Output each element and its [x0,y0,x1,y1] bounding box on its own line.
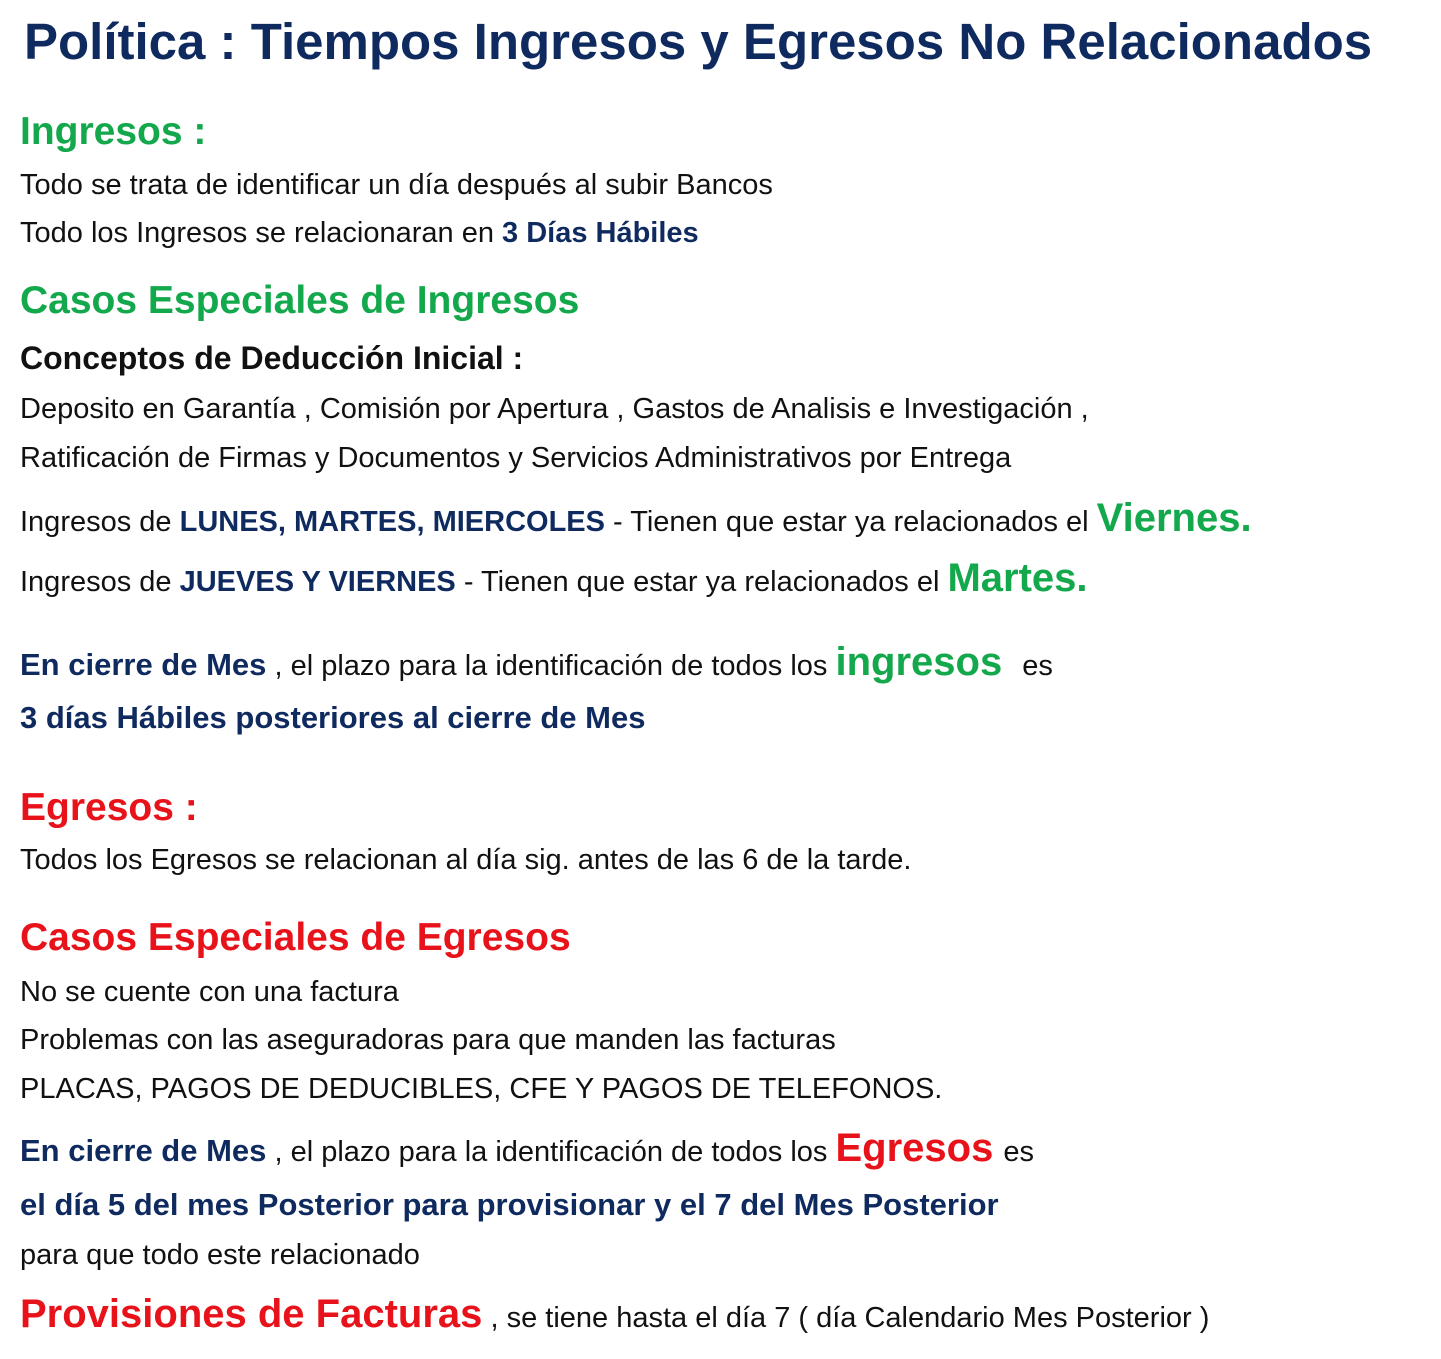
rule-1 [20,498,1252,538]
ingresos-cierre-label: En cierre de Mes [20,647,267,682]
conceptos-subheading: Conceptos de Deducción Inicial : [20,340,524,376]
egresos-case-2: Problemas con las aseguradoras para que manden las facturas [20,1024,836,1056]
rule-1-prefix: Ingresos de [20,506,180,538]
page-title: Política : Tiempos Ingresos y Egresos No Relacionados [24,13,1373,70]
egresos-cierre-suffix: es [1003,1136,1034,1168]
egresos-heading: Egresos : [20,786,198,829]
ingresos-days-highlight: 3 Días Hábiles [502,217,699,249]
casos-ingresos-heading: Casos Especiales de Ingresos [20,279,580,322]
ingresos-line-1: Todo se trata de identificar un día después al subir Bancos [20,169,773,201]
egresos-cierre-middle: , el plazo para la identificación de todos los [266,1136,836,1168]
provisiones-label: Provisiones de Facturas [20,1292,483,1336]
rule-1-deadline: Viernes. [1096,496,1252,540]
egresos-cierre-line [20,1128,1034,1168]
casos-egresos-heading: Casos Especiales de Egresos [20,916,571,959]
concepts-line-1: Deposito en Garantía , Comisión por Apertura , Gastos de Analisis e Investigación , [20,393,1089,425]
rule-2-middle: - Tienen que estar ya relacionados el [455,566,948,598]
rule-2-days: JUEVES Y VIERNES [179,566,456,598]
ingresos-heading: Ingresos : [20,110,207,153]
ingresos-cierre-middle: , el plazo para la identificación de todos los [266,650,836,682]
ingresos-line-2-text: Todo los Ingresos se relacionaran en [20,217,503,249]
provisiones-line [20,1294,1209,1334]
ingresos-cierre-suffix: es [1022,650,1053,682]
rule-2-prefix: Ingresos de [20,566,180,598]
egresos-cierre-deadline: el día 5 del mes Posterior para provisionar y el 7 del Mes Posterior [20,1187,999,1222]
egresos-case-1: No se cuente con una factura [20,976,399,1008]
ingresos-cierre-deadline: 3 días Hábiles posteriores al cierre de Mes [20,700,646,735]
ingresos-line-2 [20,219,699,248]
egresos-cierre-label: En cierre de Mes [20,1133,267,1168]
rule-2-deadline: Martes. [947,556,1088,600]
egresos-case-3: PLACAS, PAGOS DE DEDUCIBLES, CFE Y PAGOS DE TELEFONOS. [20,1073,943,1105]
rule-2 [20,558,1088,598]
egresos-line-1: Todos los Egresos se relacionan al día sig. antes de las 6 de la tarde. [20,844,912,876]
egresos-cierre-keyword: Egresos [835,1126,994,1170]
provisiones-text: , se tiene hasta el día 7 ( día Calendario Mes Posterior ) [482,1302,1210,1334]
ingresos-cierre-keyword: ingresos [835,640,1003,684]
concepts-line-2: Ratificación de Firmas y Documentos y Servicios Administrativos por Entrega [20,442,1012,474]
rule-1-middle: - Tienen que estar ya relacionados el [604,506,1097,538]
egresos-cierre-tail: para que todo este relacionado [20,1239,420,1271]
rule-1-days: LUNES, MARTES, MIERCOLES [179,506,605,538]
ingresos-cierre-line [20,642,1053,682]
